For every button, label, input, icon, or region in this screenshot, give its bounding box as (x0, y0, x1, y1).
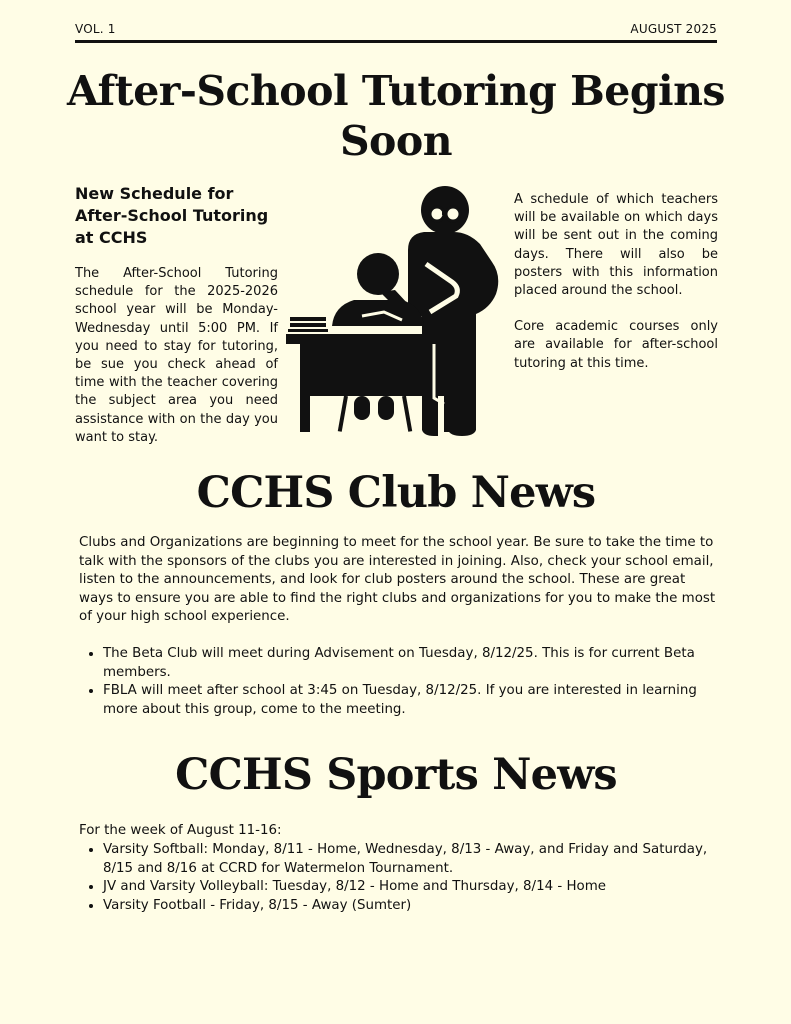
sports-news-list (79, 841, 723, 915)
tutoring-subheadline: New Schedule for After-School Tutoring at CCHS (75, 184, 269, 247)
list-item: • Varsity Football - Friday, 8/15 - Away (Sumter) (103, 897, 723, 916)
volume-label: VOL. 1 (75, 22, 116, 36)
tutoring-right-paragraph-1: A schedule of which teachers will be available on which days will be sent out in the coming days. There will also be posters with this information placed around the school. (514, 192, 718, 299)
tutoring-headline: After-School Tutoring Begins Soon (67, 67, 725, 165)
teacher-tutoring-student-icon (284, 184, 506, 436)
list-item: • The Beta Club will meet during Advisement on Tuesday, 8/12/25. This is for current Beta members. (103, 645, 723, 682)
masthead (75, 22, 717, 36)
list-item: • Varsity Softball: Monday, 8/11 - Home, Wednesday, 8/13 - Away, and Friday and Saturday, 8/15 and 8/16 at CCRD for Watermelon Tournament. (103, 841, 723, 878)
club-news-list (79, 645, 723, 719)
club-news-paragraph: Clubs and Organizations are beginning to meet for the school year. Be sure to take the time to talk with the sponsors of the clubs you are interested in joining. Also, check your school email, listen to the announcements, and look for club posters around the school. These are great ways to ensure you are able to find the right clubs and organizations for you to make the most of your high school experience. (79, 535, 716, 624)
tutoring-left-paragraph: The After-School Tutoring schedule for the 2025-2026 school year will be Monday-Wednesday until 5:00 PM. If you need to stay for tutoring, be sue you check ahead of time with the teacher covering the subject area you need assistance with on the day you want to stay. (75, 266, 278, 445)
issue-date: AUGUST 2025 (630, 22, 717, 36)
sports-intro: For the week of August 11-16: (79, 823, 282, 838)
list-item: • FBLA will meet after school at 3:45 on Tuesday, 8/12/25. If you are interested in learning more about this group, come to the meeting. (103, 682, 723, 719)
sports-news-title: CCHS Sports News (175, 750, 617, 800)
list-item: • JV and Varsity Volleyball: Tuesday, 8/12 - Home and Thursday, 8/14 - Home (103, 878, 723, 897)
tutoring-right-column (514, 191, 718, 391)
masthead-rule (75, 40, 717, 43)
tutoring-right-paragraph-2: Core academic courses only are available for after-school tutoring at this time. (514, 319, 718, 371)
club-news-title: CCHS Club News (196, 468, 596, 518)
